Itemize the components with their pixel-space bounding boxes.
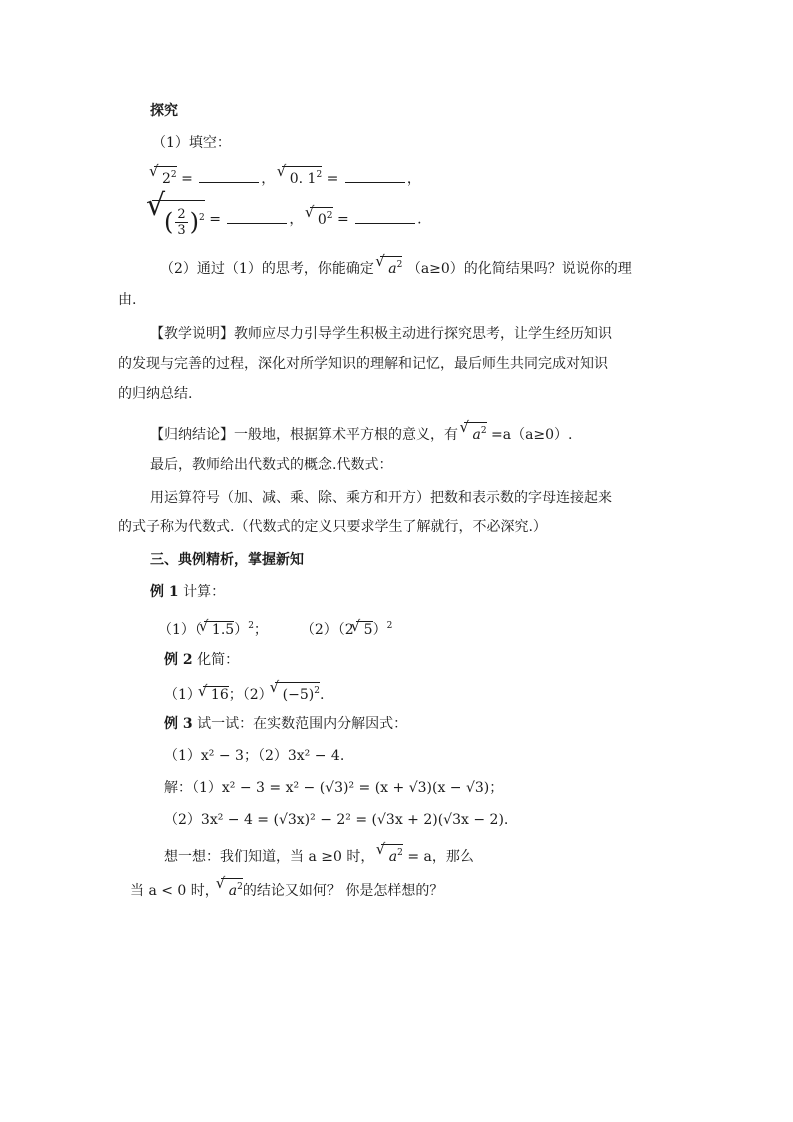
sqrt-a-squared: √ $a^2$ [380,256,402,277]
section3-title: 三、典例精析，掌握新知 [150,552,304,568]
q1-label: （1）填空： [152,135,231,151]
sqrt-2-squared: √ $2^2$ [154,166,177,187]
fill-line-1: √ $2^2$ = ， √ 0. $1^2$ = ， [152,166,421,189]
sqrt-a-squared-2: √ $a^2$ [464,422,486,443]
conclusion-3: 用运算符号（加、减、乘、除、乘方和开方）把数和表示数的字母连接起来 [150,490,612,506]
sqrt-0-1-squared: √ 0. $1^2$ [282,166,322,187]
q2-line: （2）通过（1）的思考，你能确定 √ $a^2$ （a≥0）的化简结果吗？说说你的理 [160,256,632,279]
sqrt-16: √ 16 [203,686,229,703]
explore-title: 探究 [150,103,178,119]
sqrt-a-squared-3: √ $a^2$ [381,844,403,865]
sqrt-0-squared: √ $0^2$ [310,207,333,228]
conclusion-2: 最后，教师给出代数式的概念.代数式： [150,457,393,473]
answer-blank-2[interactable] [345,170,405,183]
example-2-items: （1）√ 16；（2）√ $(-5)^2$. [164,682,324,705]
example-1: 例 1 计算： [150,584,226,600]
teaching-note-1: 【教学说明】教师应尽力引导学生积极主动进行探究思考，让学生经历知识 [150,326,612,342]
sqrt-two-thirds-squared: √ ( $\frac{2}{3}$ )$^2$ [152,200,205,239]
think-line-1: 想一想：我们知道，当 a ≥0 时， √ $a^2 = a$，那么 [164,844,474,867]
example-1-items: （1）（√ 1.5）$^2$； （2）（2√ 5）$^2$ [158,616,392,640]
conclusion-line: 【归纳结论】一般地，根据算术平方根的意义，有 √ $a^2 =a(a\ge 0)$. [150,422,573,445]
sqrt-1-5: √ 1.5 [204,621,234,638]
sqrt-a-squared-4: √ $a^2$ [221,878,243,899]
answer-blank-4[interactable] [355,211,415,224]
sqrt-neg5-squared: √ $(-5)^2$ [275,682,320,703]
solution-1: 解：（1）x² − 3 = x² − (√3)² = (x + √3)(x − √3)； [164,780,504,796]
teaching-note-2: 的发现与完善的过程，深化对所学知识的理解和记忆，最后师生共同完成对知识 [118,356,608,372]
example-3-items: （1）x² − 3；（2）3x² − 4. [164,748,345,764]
example-3: 例 3 试一试：在实数范围内分解因式： [164,716,408,732]
answer-blank-3[interactable] [227,211,287,224]
think-line-2: 当 a < 0 时，√ $a^2$的结论又如何？ 你是怎样想的？ [130,878,443,901]
fill-line-2: √ ( $\frac{2}{3}$ )$^2$ = ， √ $0^2$ = . [152,200,422,239]
example-2: 例 2 化简： [164,652,240,668]
q2-line-end: 由. [118,292,137,308]
teaching-note-3: 的归纳总结. [118,386,193,402]
solution-2: （2）3x² − 4 = (√3x)² − 2² = (√3x + 2)(√3x − 2). [164,812,509,828]
answer-blank-1[interactable] [199,170,259,183]
conclusion-4: 的式子称为代数式.（代数式的定义只要求学生了解就行，不必深究.） [118,519,547,535]
sqrt-5: √ 5 [356,621,373,638]
